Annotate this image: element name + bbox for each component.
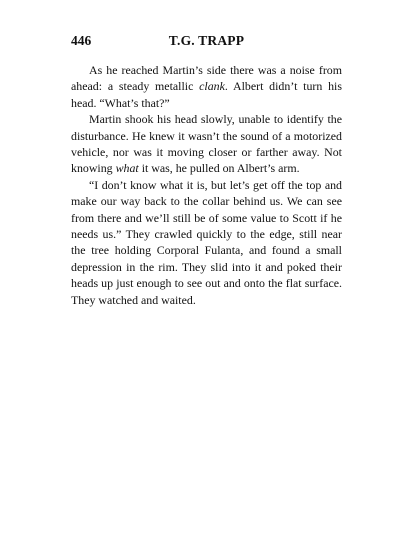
italic-text-span: clank: [199, 79, 225, 94]
running-title: T.G. TRAPP: [168, 33, 245, 48]
text-span: Martin shook his head slowly, unable to identify the disturbance. He knew it wasn’t the sound of a motorized vehicle, nor was it moving closer or farther away. Not knowing: [71, 112, 342, 176]
body-text: [71, 62, 342, 308]
paragraph-1: [71, 62, 342, 111]
text-span: . Albert didn’t turn his head. “What’s that?”: [71, 79, 342, 110]
running-head: [71, 32, 342, 50]
italic-text-span: what: [115, 161, 139, 176]
paragraph-2: [71, 111, 342, 177]
text-span: it was, he pulled on Albert’s arm.: [138, 161, 300, 176]
page-number: 446: [71, 33, 92, 48]
text-span: “I don’t know what it is, but let’s get off the top and make our way back to the collar behind us. We can see from there and we’ll still be of some value to Scott if he needs us.” They crawled quickly to the edge, still near the tree holding Corporal Fulanta, and found a small depression in the rim. They slid into it and poked their heads up just enough to see out and onto the flat surface. They watched and waited.: [71, 177, 342, 307]
text-span: As he reached Martin’s side there was a noise from ahead: a steady metallic: [71, 63, 342, 94]
paragraph-3: [71, 177, 342, 308]
